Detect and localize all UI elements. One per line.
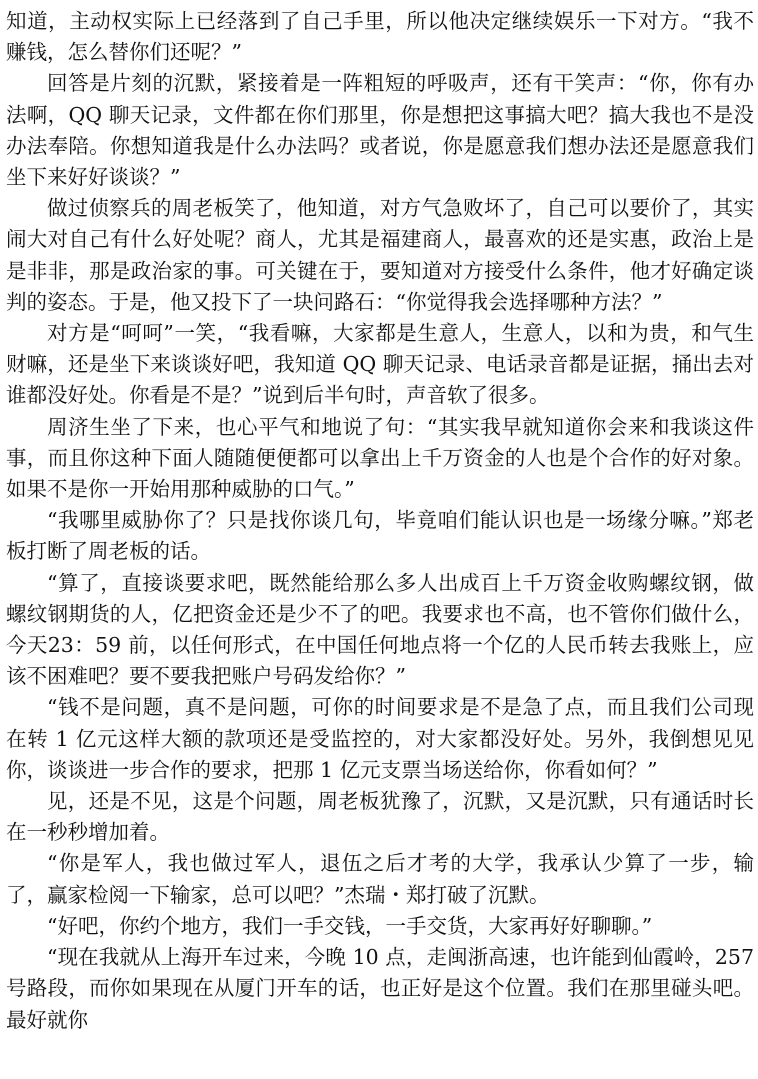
paragraph-11: “好吧，你约个地方，我们一手交钱，一手交货，大家再好好聊聊。” xyxy=(47,913,653,938)
paragraph-1: 知道，主动权实际上已经落到了自己手里，所以他决定继续娱乐一下对方。“我不赚钱，怎么替你们还呢？” xyxy=(6,9,754,65)
paragraph-4: 对方是“呵呵”一笑，“我看嘛，大家都是生意人，生意人，以和为贵，和气生财嘛，还是坐下来谈谈好吧，我知道 QQ 聊天记录、电话录音都是证据，捅出去对谁都没好处。你看是不是？”说到后半句时，声音软了很多。 xyxy=(6,321,754,408)
paragraph-2: 回答是片刻的沉默，紧接着是一阵粗短的呼吸声，还有干笑声：“你，你有办法啊，QQ 聊天记录，文件都在你们那里，你是想把这事搞大吧？搞大我也不是没办法奉陪。你想知道我是什么办法吗？或者说，你是愿意我们想办法还是愿意我们坐下来好好谈谈？” xyxy=(6,71,754,190)
paragraph-10: “你是军人，我也做过军人，退伍之后才考的大学，我承认少算了一步，输了，赢家检阅一下输家，总可以吧？”杰瑞・郑打破了沉默。 xyxy=(6,851,754,907)
paragraph-3: 做过侦察兵的周老板笑了，他知道，对方气急败坏了，自己可以要价了，其实闹大对自己有什么好处呢？商人，尤其是福建商人，最喜欢的还是实惠，政治上是是非非，那是政治家的事。可关键在于，要知道对方接受什么条件，他才好确定谈判的姿态。于是，他又投下了一块问路石：“你觉得我会选择哪种方法？” xyxy=(6,196,754,314)
paragraph-7: “算了，直接谈要求吧，既然能给那么多人出成百上千万资金收购螺纹钢，做螺纹钢期货的人，亿把资金还是少不了的吧。我要求也不高，也不管你们做什么，今天23：59 前，以任何形式，在中国任何地点将一个亿的人民币转去我账上，应该不困难吧？要不要我把账户号码发给你？” xyxy=(6,570,754,689)
paragraph-9: 见，还是不见，这是个问题，周老板犹豫了，沉默，又是沉默，只有通话时长在一秒秒增加着。 xyxy=(6,789,754,845)
paragraph-12: “现在我就从上海开车过来，今晚 10 点，走闽浙高速，也许能到仙霞岭，257 号路段，而你如果现在从厦门开车的话，也正好是这个位置。我们在那里碰头吧。最好就你 xyxy=(6,945,754,1032)
paragraph-5: 周济生坐了下来，也心平气和地说了句：“其实我早就知道你会来和我谈这件事，而且你这种下面人随随便便都可以拿出上千万资金的人也是个合作的好对象。如果不是你一开始用那种威胁的口气。” xyxy=(6,414,754,502)
paragraph-8: “钱不是问题，真不是问题，可你的时间要求是不是急了点，而且我们公司现在转 1 亿元这样大额的款项还是受监控的，对大家都没好处。另外，我倒想见见你，谈谈进一步合作的要求，把那 1 亿元支票当场送给你，你看如何？” xyxy=(6,695,754,782)
paragraph-6: “我哪里威胁你了？只是找你谈几句，毕竟咱们能认识也是一场缘分嘛。”郑老板打断了周老板的话。 xyxy=(6,508,754,564)
